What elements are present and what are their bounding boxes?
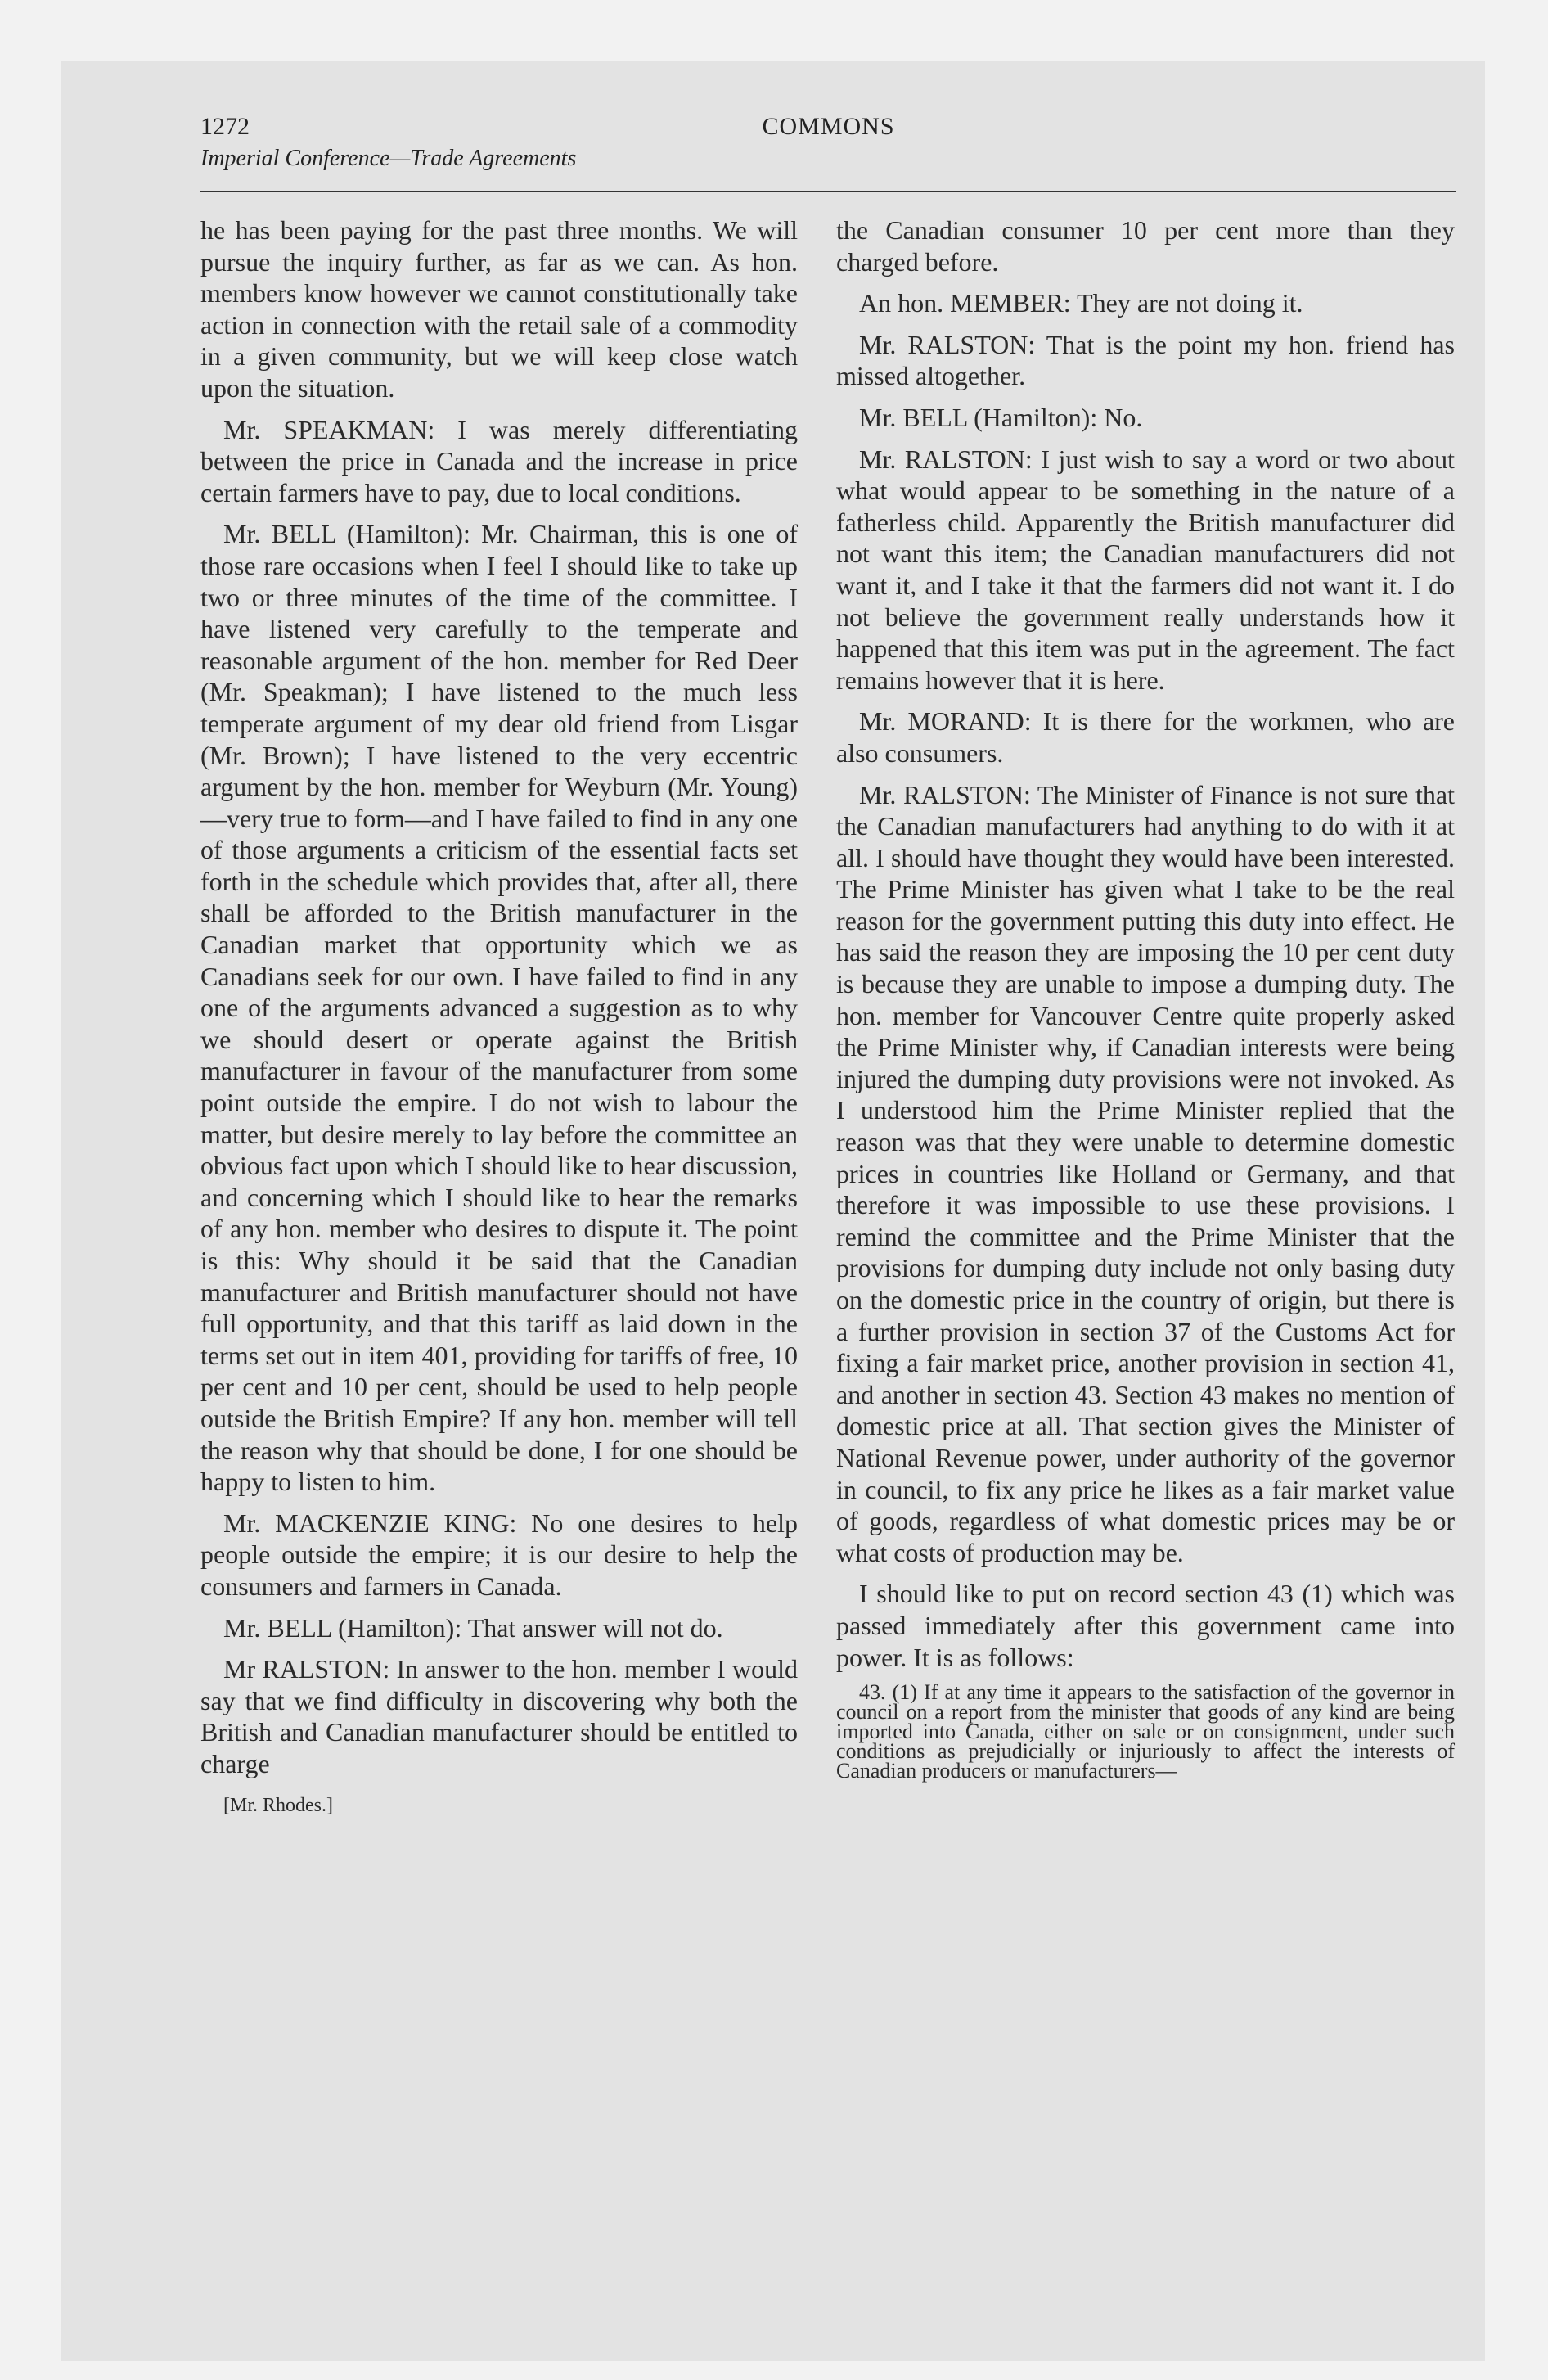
speaker-footer-note: [Mr. Rhodes.] bbox=[223, 1794, 333, 1816]
paragraph: Mr. RALSTON: I just wish to say a word or two about what would appear to be something in the nature of a fatherless child. Apparently the British manufacturer did not want this item; the Canadian manufacturers did not want it, and I take it that the farmers did not want it. I do not believe the government really understands how it happened that this item was put in the agreement. The fact remains however that it is here. bbox=[836, 444, 1455, 695]
paragraph: Mr. BELL (Hamilton): No. bbox=[859, 402, 1143, 432]
running-title: COMMONS bbox=[762, 113, 895, 140]
paragraph: Mr. BELL (Hamilton): Mr. Chairman, this is one of those rare occasions when I feel I should like to take up two or three minutes of the time of the committee. I have listened very carefully to the temperate and reasonable argument of the hon. member for Red Deer (Mr. Speakman); I have listened to the much less temperate argument of my dear old friend from Lisgar (Mr. Brown); I have listened to the very eccentric argument by the hon. member for Weyburn (Mr. Young)—very true to form—and I have failed to find in any one of those arguments a criticism of the essential facts set forth in the schedule which provides that, after all, there shall be afforded to the British manufacturer in the Canadian market that opportunity which we as Canadians seek for our own. I have failed to find in any one of the arguments advanced a suggestion as to why we should desert or operate against the British manufacturer in favour of the manufacturer from some point outside the empire. I do not wish to labour the matter, but desire merely to lay before the committee an obvious fact upon which I should like to hear discussion, and concerning which I should like to hear the remarks of any hon. member who desires to dispute it. The point is this: Why should it be said that the Canadian manufacturer and British manufacturer should not have full opportunity, and that this tariff as laid down in the terms set out in item 401, providing for tariffs of free, 10 per cent and 10 per cent, should be used to help people outside the British Empire? If any hon. member will tell the reason why that should be done, I for one should be happy to listen to him. bbox=[200, 519, 798, 1497]
paragraph: An hon. MEMBER: They are not doing it. bbox=[859, 288, 1303, 318]
paragraph: Mr RALSTON: In answer to the hon. member I would say that we find difficulty in discovering why both the British and Canadian manufacturer should be entitled to charge bbox=[200, 1654, 798, 1778]
paragraph: Mr. MORAND: It is there for the workmen, who are also consumers. bbox=[836, 706, 1455, 768]
paragraph: Mr. BELL (Hamilton): That answer will not do. bbox=[223, 1612, 723, 1643]
left-column bbox=[200, 214, 798, 1831]
page-number: 1272 bbox=[200, 113, 250, 140]
right-column bbox=[836, 214, 1455, 1791]
header-rule bbox=[200, 191, 1456, 192]
paragraph: Mr. SPEAKMAN: I was merely differentiating between the price in Canada and the increase in price certain farmers have to pay, due to local conditions. bbox=[200, 414, 798, 507]
paragraph: Mr. MACKENZIE KING: No one desires to help people outside the empire; it is our desire to help the consumers and farmers in Canada. bbox=[200, 1508, 798, 1601]
paragraph: I should like to put on record section 43 (1) which was passed immediately after this government came into power. It is as follows: bbox=[836, 1579, 1455, 1672]
paragraph: Mr. RALSTON: That is the point my hon. friend has missed altogether. bbox=[836, 329, 1455, 391]
statute-quote: 43. (1) If at any time it appears to the satisfaction of the governor in council on a report from the minister that goods of any kind are being imported into Canada, either on sale or on consignment, under such conditions as prejudicially or injuriously to affect the interests of Canadian producers or manufacturers— bbox=[836, 1680, 1455, 1783]
paragraph: the Canadian consumer 10 per cent more than they charged before. bbox=[836, 215, 1455, 277]
paragraph: he has been paying for the past three months. We will pursue the inquiry further, as far as we can. As hon. members know however we cannot constitutionally take action in connection with the retail sale of a commodity in a given community, but we will keep close watch upon the situation. bbox=[200, 215, 798, 403]
paragraph: Mr. RALSTON: The Minister of Finance is not sure that the Canadian manufacturers had anything to do with it at all. I should have thought they would have been interested. The Prime Minister has given what I take to be the real reason for the government putting this duty into effect. He has said the reason they are imposing the 10 per cent duty is because they are unable to impose a dumping duty. The hon. member for Vancouver Centre quite properly asked the Prime Minister why, if Canadian interests were being injured the dumping duty provisions were not invoked. As I understood him the Prime Minister replied that the reason was that they were unable to determine domestic prices in countries like Holland or Germany, and that therefore it was impossible to use these provisions. I remind the committee and the Prime Minister that the provisions for dumping duty include not only basing duty on the domestic price in the country of origin, but there is a further provision in section 37 of the Customs Act for fixing a fair market price, another provision in section 41, and another in section 43. Section 43 makes no mention of domestic price at all. That section gives the Minister of National Revenue power, under authority of the governor in council, to fix any price he likes as a fair market value of goods, regardless of what domestic prices may be or what costs of production may be. bbox=[836, 779, 1455, 1567]
section-title: Imperial Conference—Trade Agreements bbox=[200, 146, 577, 171]
